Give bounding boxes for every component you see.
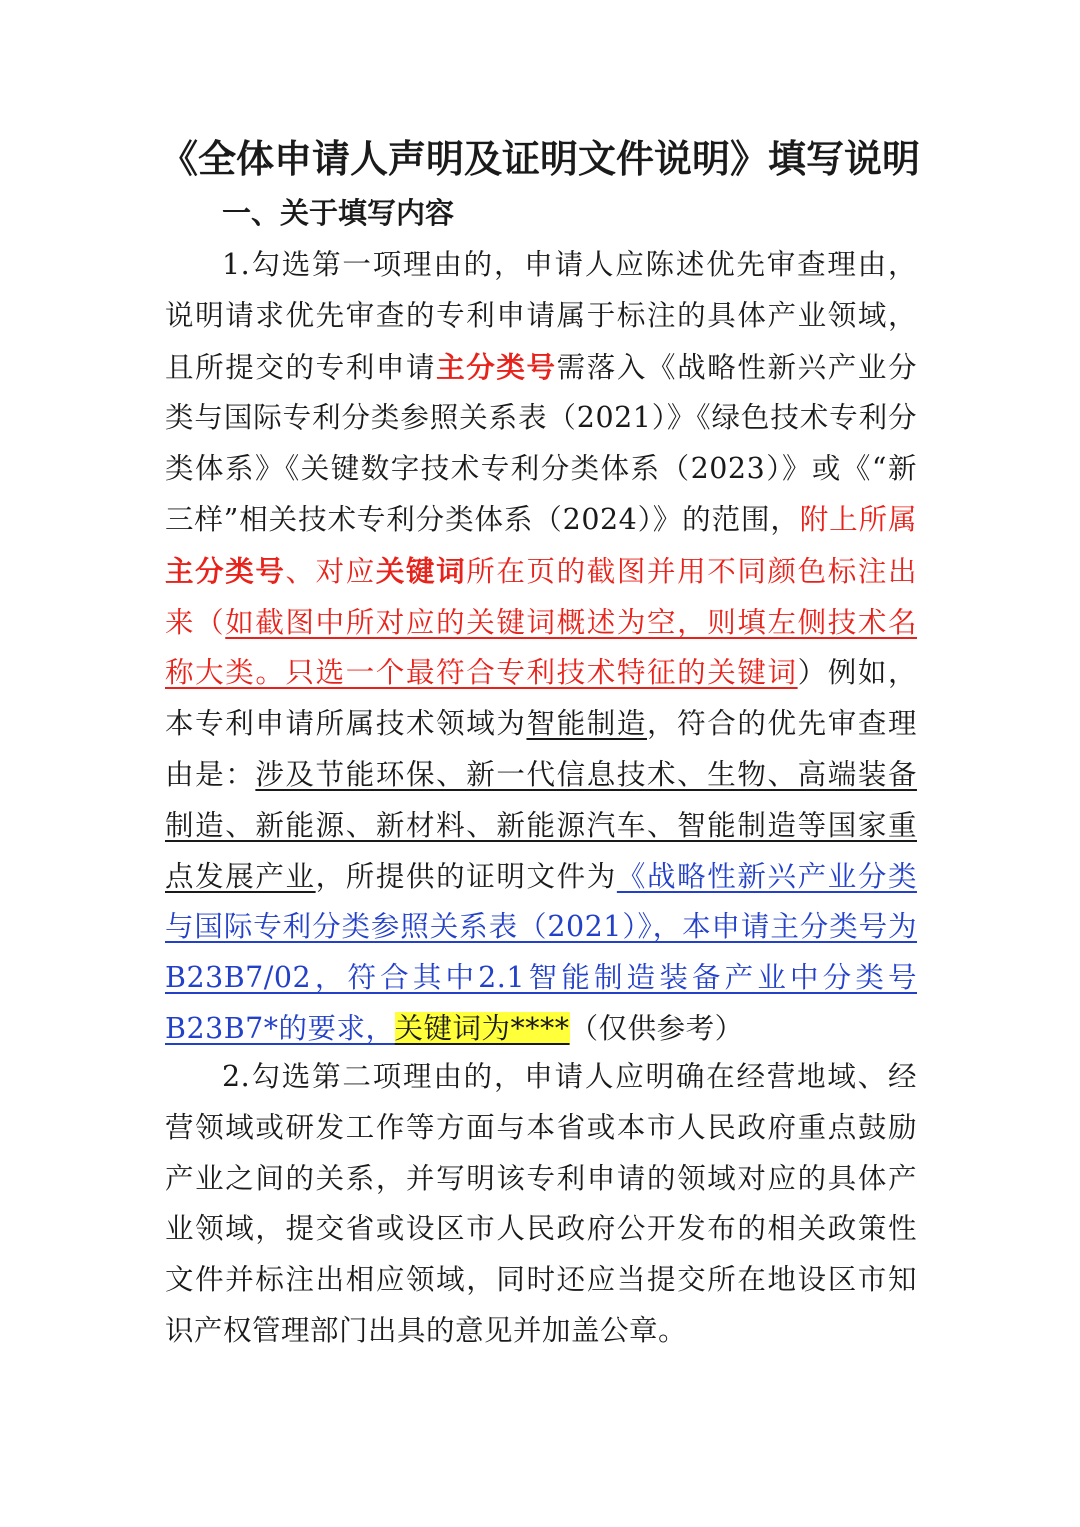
p1-underlined-field: 智能制造 — [526, 707, 647, 741]
p1-text-2: 需落入《战略性新兴产业分类与国际专利分类参照关系表（2021）》《绿色技术专利分类体系》《关键数字技术专利分类体系（2023）》或《“新三样”相关技术专利分类体系（2024）》的范围， — [165, 350, 917, 536]
p1-red-main-class-number: 主分类号 — [165, 553, 286, 588]
p1-underlined-reason: 涉及节能环保、新一代信息技术、生物、高端装备制造、新能源、新材料、新能源汽车、智能制造等国家重点发展产业 — [165, 757, 917, 893]
document-title: 《全体申请人声明及证明文件说明》填写说明 — [159, 136, 920, 181]
p1-text-4: ，符合的优先审查理由是： — [165, 707, 917, 791]
p1-red-text-2: 、对应 — [285, 554, 376, 588]
p1-red-text-1: 附上所属 — [799, 502, 917, 536]
p1-main-class-number: 主分类号 — [436, 349, 557, 384]
p1-text-5: ，所提供的证明文件为 — [315, 859, 617, 893]
p1-blue-example: 《战略性新兴产业分类与国际专利分类参照关系表（2021）》，本申请主分类号为B23B7/02，符合其中2.1智能制造装备产业中分类号B23B7*的要求， — [165, 859, 917, 1045]
paragraph-1 — [165, 240, 917, 1055]
p1-highlighted-keyword: 关键词为**** — [394, 1011, 570, 1045]
p1-text-6: （仅供参考） — [569, 1011, 744, 1045]
section-heading: 一、关于填写内容 — [222, 196, 455, 230]
p1-red-underlined-note: 如截图中所对应的关键词概述为空，则填左侧技术名称大类。只选一个最符合专利技术特征的关键词 — [165, 605, 917, 690]
p1-red-text-3: 所在页的截图并用不同颜色标注出来（ — [165, 554, 917, 639]
paragraph-2: 2.勾选第二项理由的，申请人应明确在经营地域、经营领域或研发工作等方面与本省或本市人民政府重点鼓励产业之间的关系，并写明该专利申请的领域对应的具体产业领域，提交省或设区市人民政府公开发布的相关政策性文件并标注出相应领域，同时还应当提交所在地设区市知识产权管理部门出具的意见并加盖公章。 — [165, 1060, 917, 1347]
p1-text-1: 1.勾选第一项理由的，申请人应陈述优先审查理由，说明请求优先审查的专利申请属于标注的具体产业领域，且所提交的专利申请 — [165, 248, 917, 384]
p1-red-keyword: 关键词 — [375, 553, 467, 588]
p1-text-3: ）例如，本专利申请所属技术领域为 — [165, 656, 917, 741]
